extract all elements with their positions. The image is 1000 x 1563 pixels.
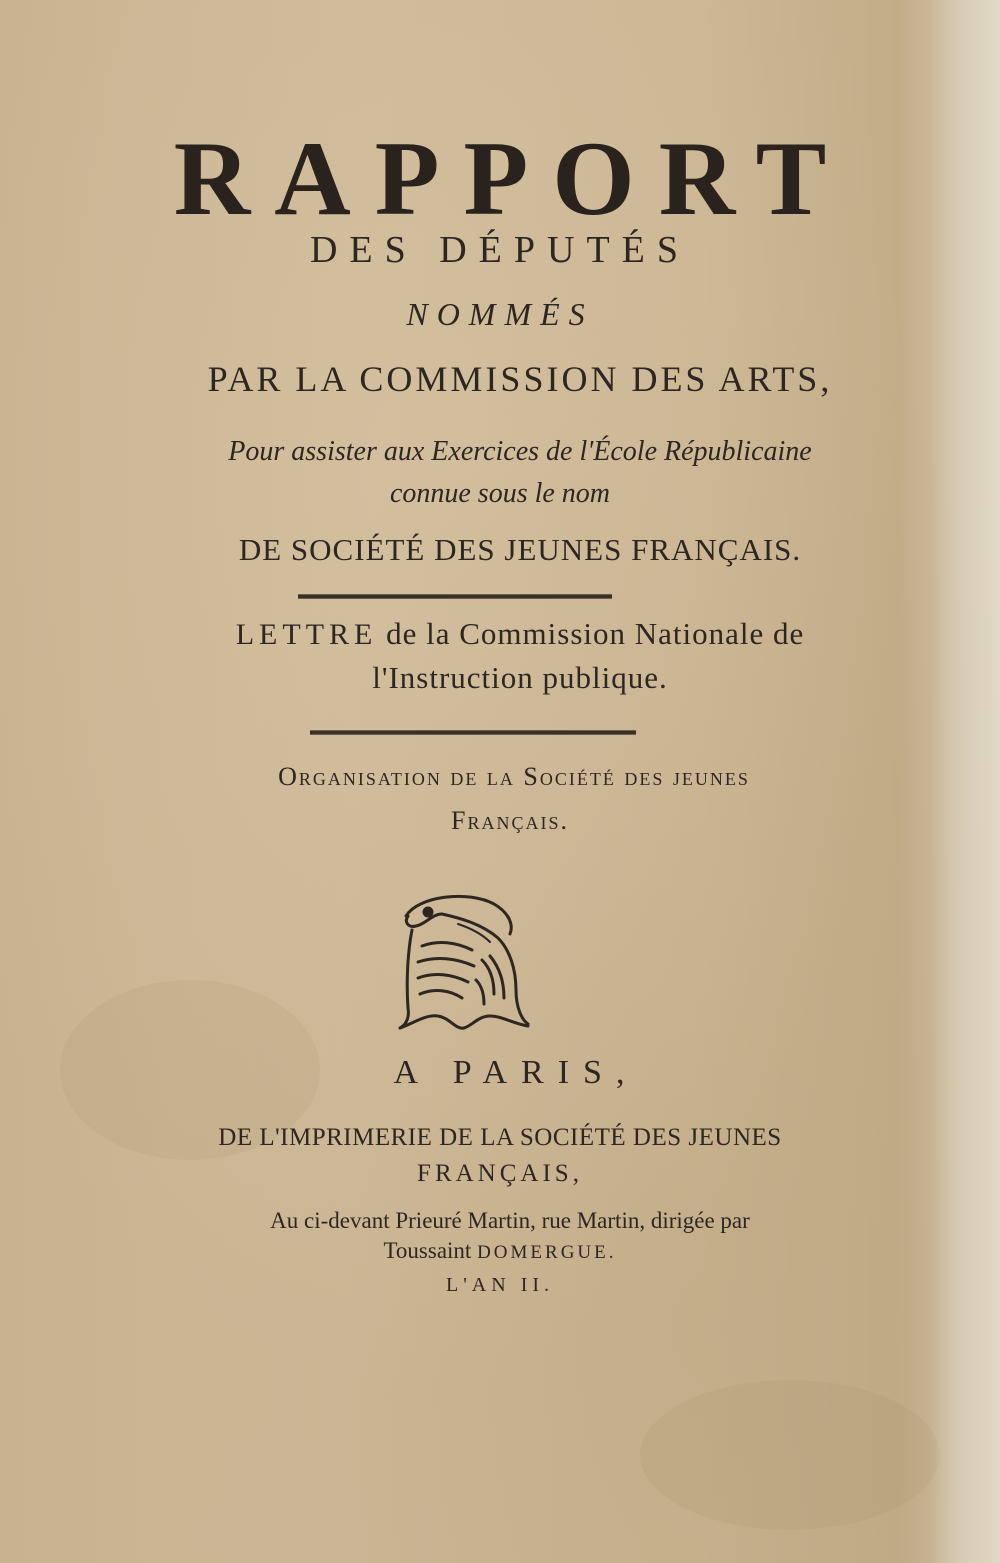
address-line: Au ci-devant Prieuré Martin, rue Martin, dirigée par: [270, 1208, 750, 1233]
divider-rule: [298, 594, 612, 599]
publication-place: A PARIS,: [393, 1054, 639, 1091]
printer-line-2: FRANÇAIS,: [417, 1160, 583, 1187]
director-first-name: Toussaint: [383, 1238, 478, 1263]
organisation-line-2: Français.: [451, 806, 569, 835]
director-line: [0, 1238, 1000, 1264]
subtitle-deputes: DES DÉPUTÉS: [309, 229, 691, 271]
divider-rule: [310, 730, 636, 735]
purpose-line-1: Pour assister aux Exercices de l'École Républicaine: [228, 436, 812, 467]
lettre-line: [20, 616, 1000, 652]
lettre-lead: LETTRE: [235, 618, 378, 651]
eagle-head-emblem-icon: [398, 890, 530, 1032]
publication-year: L'AN II.: [445, 1274, 555, 1296]
printer-line-1: DE L'IMPRIMERIE DE LA SOCIÉTÉ DES JEUNES: [218, 1124, 782, 1151]
purpose-line-2: connue sous le nom: [389, 478, 611, 509]
subtitle-nommes: NOMMÉS: [406, 296, 594, 332]
organisation-line-1: Organisation de la Société des jeunes: [278, 762, 750, 791]
director-last-name: DOMERGUE.: [477, 1242, 617, 1263]
document-title: RAPPORT: [173, 120, 851, 237]
paper-stain: [640, 1380, 940, 1530]
instruction-line: l'Instruction publique.: [372, 660, 668, 695]
lettre-rest: de la Commission Nationale de: [377, 616, 805, 651]
society-name: DE SOCIÉTÉ DES JEUNES FRANÇAIS.: [238, 532, 802, 567]
commission-line: PAR LA COMMISSION DES ARTS,: [207, 359, 833, 399]
